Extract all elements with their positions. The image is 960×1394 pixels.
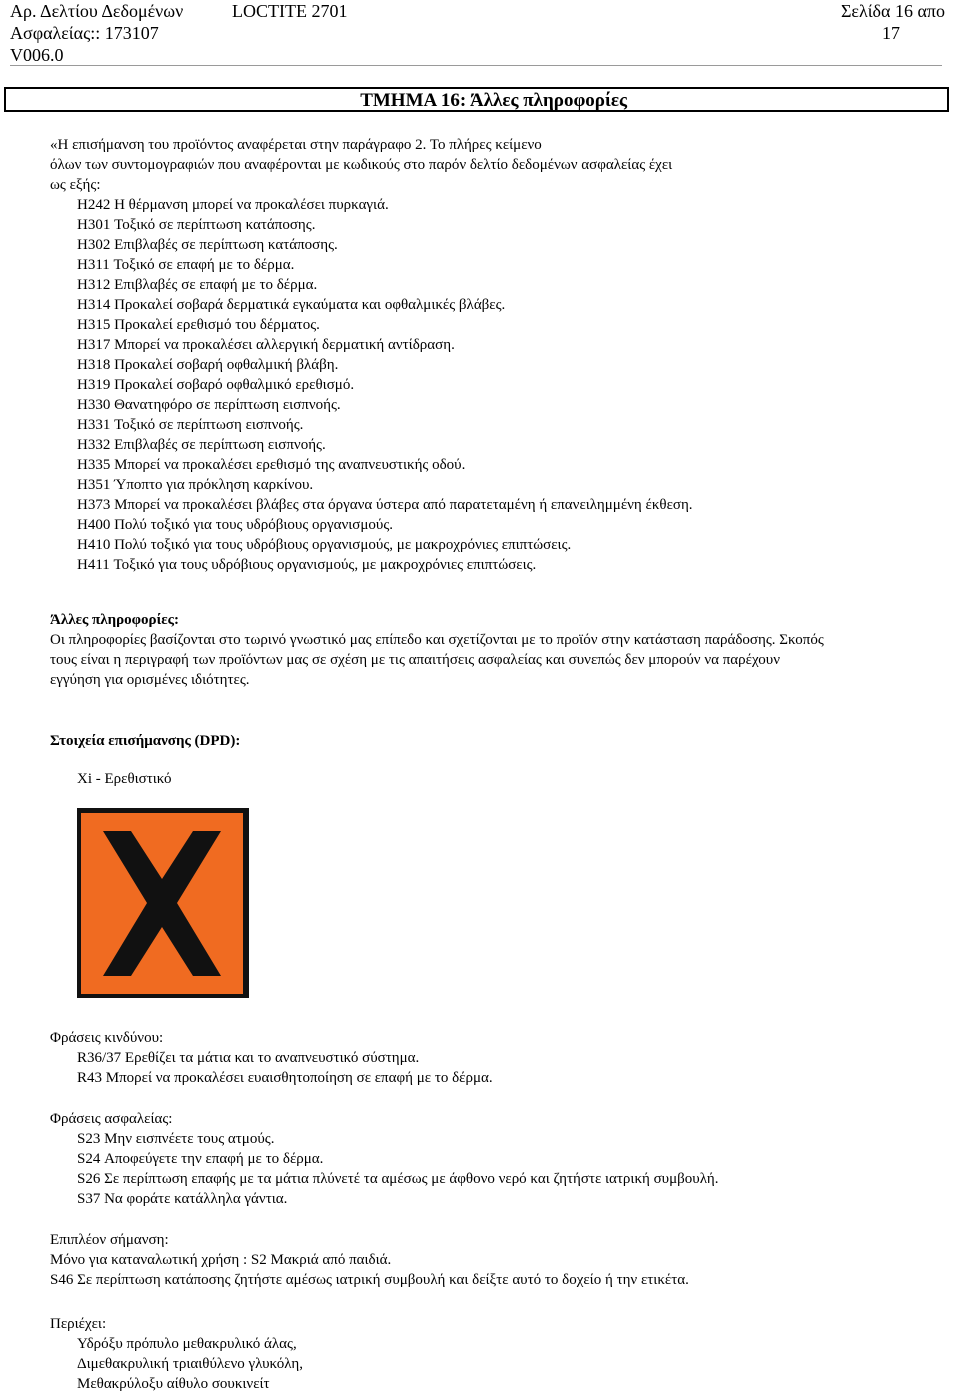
irritant-pictogram: [77, 808, 249, 998]
page-header: [10, 0, 945, 66]
labeling-heading: Στοιχεία επισήμανσης (DPD):: [50, 733, 241, 749]
h-statement: H319 Προκαλεί σοβαρό οφθαλμικό ερεθισμό.: [77, 377, 355, 393]
ingredient: Διμεθακρυλική τριαιθύλενο γλυκόλη,: [77, 1356, 303, 1372]
hazard-statements-block: [50, 135, 950, 575]
h-statement: H331 Τοξικό σε περίπτωση εισπνοής.: [77, 417, 304, 433]
safety-phrase: S23 Μην εισπνέετε τους ατμούς.: [77, 1131, 275, 1147]
doc-type-line1: Αρ. Δελτίου Δεδομένων: [10, 1, 184, 21]
h-statement: H400 Πολύ τοξικό για τους υδρόβιους οργανισμούς.: [77, 517, 394, 533]
h-statement: H373 Μπορεί να προκαλέσει βλάβες στα όργανα ύστερα από παρατεταμένη ή επανειλημμένη έκθεση.: [77, 497, 693, 513]
ingredient: Υδρόξυ πρόπυλο μεθακρυλικό άλας,: [77, 1336, 297, 1352]
contains-block: [50, 1314, 950, 1394]
safety-phrase: S26 Σε περίπτωση επαφής με τα μάτια πλύνετέ τα αμέσως με άφθονο νερό και ζητήστε ιατρική συμβουλή.: [77, 1171, 719, 1187]
other-info-line: εγγύηση για ορισμένες ιδιότητες.: [50, 672, 250, 688]
intro-line: «Η επισήμανση του προϊόντος αναφέρεται στην παράγραφο 2. Το πλήρες κείμενο: [50, 137, 542, 153]
risk-phrase: R36/37 Ερεθίζει τα μάτια και το αναπνευστικό σύστημα.: [77, 1050, 420, 1066]
safety-phrase: S37 Να φοράτε κατάλληλα γάντια.: [77, 1191, 288, 1207]
h-statement: H330 Θανατηφόρο σε περίπτωση εισπνοής.: [77, 397, 341, 413]
h-statement: H335 Μπορεί να προκαλέσει ερεθισμό της αναπνευστικής οδού.: [77, 457, 466, 473]
contains-heading: Περιέχει:: [50, 1316, 107, 1332]
section-title: [360, 89, 627, 112]
h-statement-list: [50, 195, 950, 575]
ingredient: Μεθακρύλοξυ αίθυλο σουκινείτ: [77, 1376, 270, 1392]
additional-labeling-line: S46 Σε περίπτωση κατάποσης ζητήστε αμέσως ιατρική συμβουλή και δείξτε αυτό το δοχείο ή την ετικέτα.: [50, 1272, 689, 1288]
other-info-block: [50, 610, 950, 690]
intro-line: ως εξής:: [50, 177, 101, 193]
other-info-line: τους είναι η περιγραφή των προϊόντων μας σε σχέση με τις απαιτήσεις ασφαλείας και συνεπώς δεν μπορούν να παρέχουν: [50, 652, 780, 668]
irritant-cross-icon: [81, 813, 243, 994]
doc-version: V006.0: [10, 45, 64, 65]
h-statement: H314 Προκαλεί σοβαρά δερματικά εγκαύματα και οφθαλμικές βλάβες.: [77, 297, 506, 313]
h-statement: H311 Τοξικό σε επαφή με το δέρμα.: [77, 257, 295, 273]
h-statement: H315 Προκαλεί ερεθισμό του δέρματος.: [77, 317, 320, 333]
safety-phrases-heading: Φράσεις ασφαλείας:: [50, 1111, 173, 1127]
h-statement: H411 Τοξικό για τους υδρόβιους οργανισμούς, με μακροχρόνιες επιπτώσεις.: [77, 557, 537, 573]
section-title-rest: Άλλες πληροφορίες: [469, 90, 627, 111]
h-statement: H410 Πολύ τοξικό για τους υδρόβιους οργανισμούς, με μακροχρόνιες επιπτώσεις.: [77, 537, 572, 553]
h-statement: H312 Επιβλαβές σε επαφή με το δέρμα.: [77, 277, 318, 293]
h-statement: H351 Ύποπτο για πρόκληση καρκίνου.: [77, 477, 314, 493]
section-title-prefix: ΤΜΗΜΑ 16:: [360, 90, 470, 111]
safety-phrases-block: [50, 1109, 950, 1209]
risk-phrases-heading: Φράσεις κινδύνου:: [50, 1030, 164, 1046]
section-title-bar: [4, 87, 949, 112]
h-statement: H317 Μπορεί να προκαλέσει αλλεργική δερματική αντίδραση.: [77, 337, 455, 353]
symbol-label: Xi - Ερεθιστικό: [77, 771, 172, 787]
labeling-heading-block: [50, 731, 950, 751]
page-number-line1: Σελίδα 16 απο: [840, 1, 945, 21]
h-statement: H302 Επιβλαβές σε περίπτωση κατάποσης.: [77, 237, 338, 253]
other-info-heading: Άλλες πληροφορίες:: [50, 612, 179, 628]
risk-phrases-block: [50, 1028, 950, 1088]
intro-line: όλων των συντομογραφιών που αναφέρονται με κωδικούς στο παρόν δελτίο δεδομένων ασφαλείας έχει: [50, 157, 673, 173]
risk-phrase: R43 Μπορεί να προκαλέσει ευαισθητοποίηση σε επαφή με το δέρμα.: [77, 1070, 493, 1086]
product-name: LOCTITE 2701: [232, 1, 348, 21]
h-statement: H301 Τοξικό σε περίπτωση κατάποσης.: [77, 217, 316, 233]
h-statement: H332 Επιβλαβές σε περίπτωση εισπνοής.: [77, 437, 326, 453]
h-statement: H318 Προκαλεί σοβαρή οφθαλμική βλάβη.: [77, 357, 339, 373]
additional-labeling-block: [50, 1230, 950, 1290]
additional-labeling-line: Μόνο για καταναλωτική χρήση : S2 Μακριά από παιδιά.: [50, 1252, 392, 1268]
symbol-label-block: [50, 769, 950, 789]
header-divider: [10, 65, 942, 66]
additional-labeling-heading: Επιπλέον σήμανση:: [50, 1232, 169, 1248]
h-statement: H242 Η θέρμανση μπορεί να προκαλέσει πυρκαγιά.: [77, 197, 389, 213]
doc-type-line2: Ασφαλείας:: 173107: [10, 23, 159, 43]
safety-phrase: S24 Αποφεύγετε την επαφή με το δέρμα.: [77, 1151, 324, 1167]
other-info-line: Οι πληροφορίες βασίζονται στο τωρινό γνωστικό μας επίπεδο και σχετίζονται με το προϊόν στην κατάσταση παράδοσης. Σκοπός: [50, 632, 824, 648]
page-number-line2: 17: [882, 23, 900, 43]
